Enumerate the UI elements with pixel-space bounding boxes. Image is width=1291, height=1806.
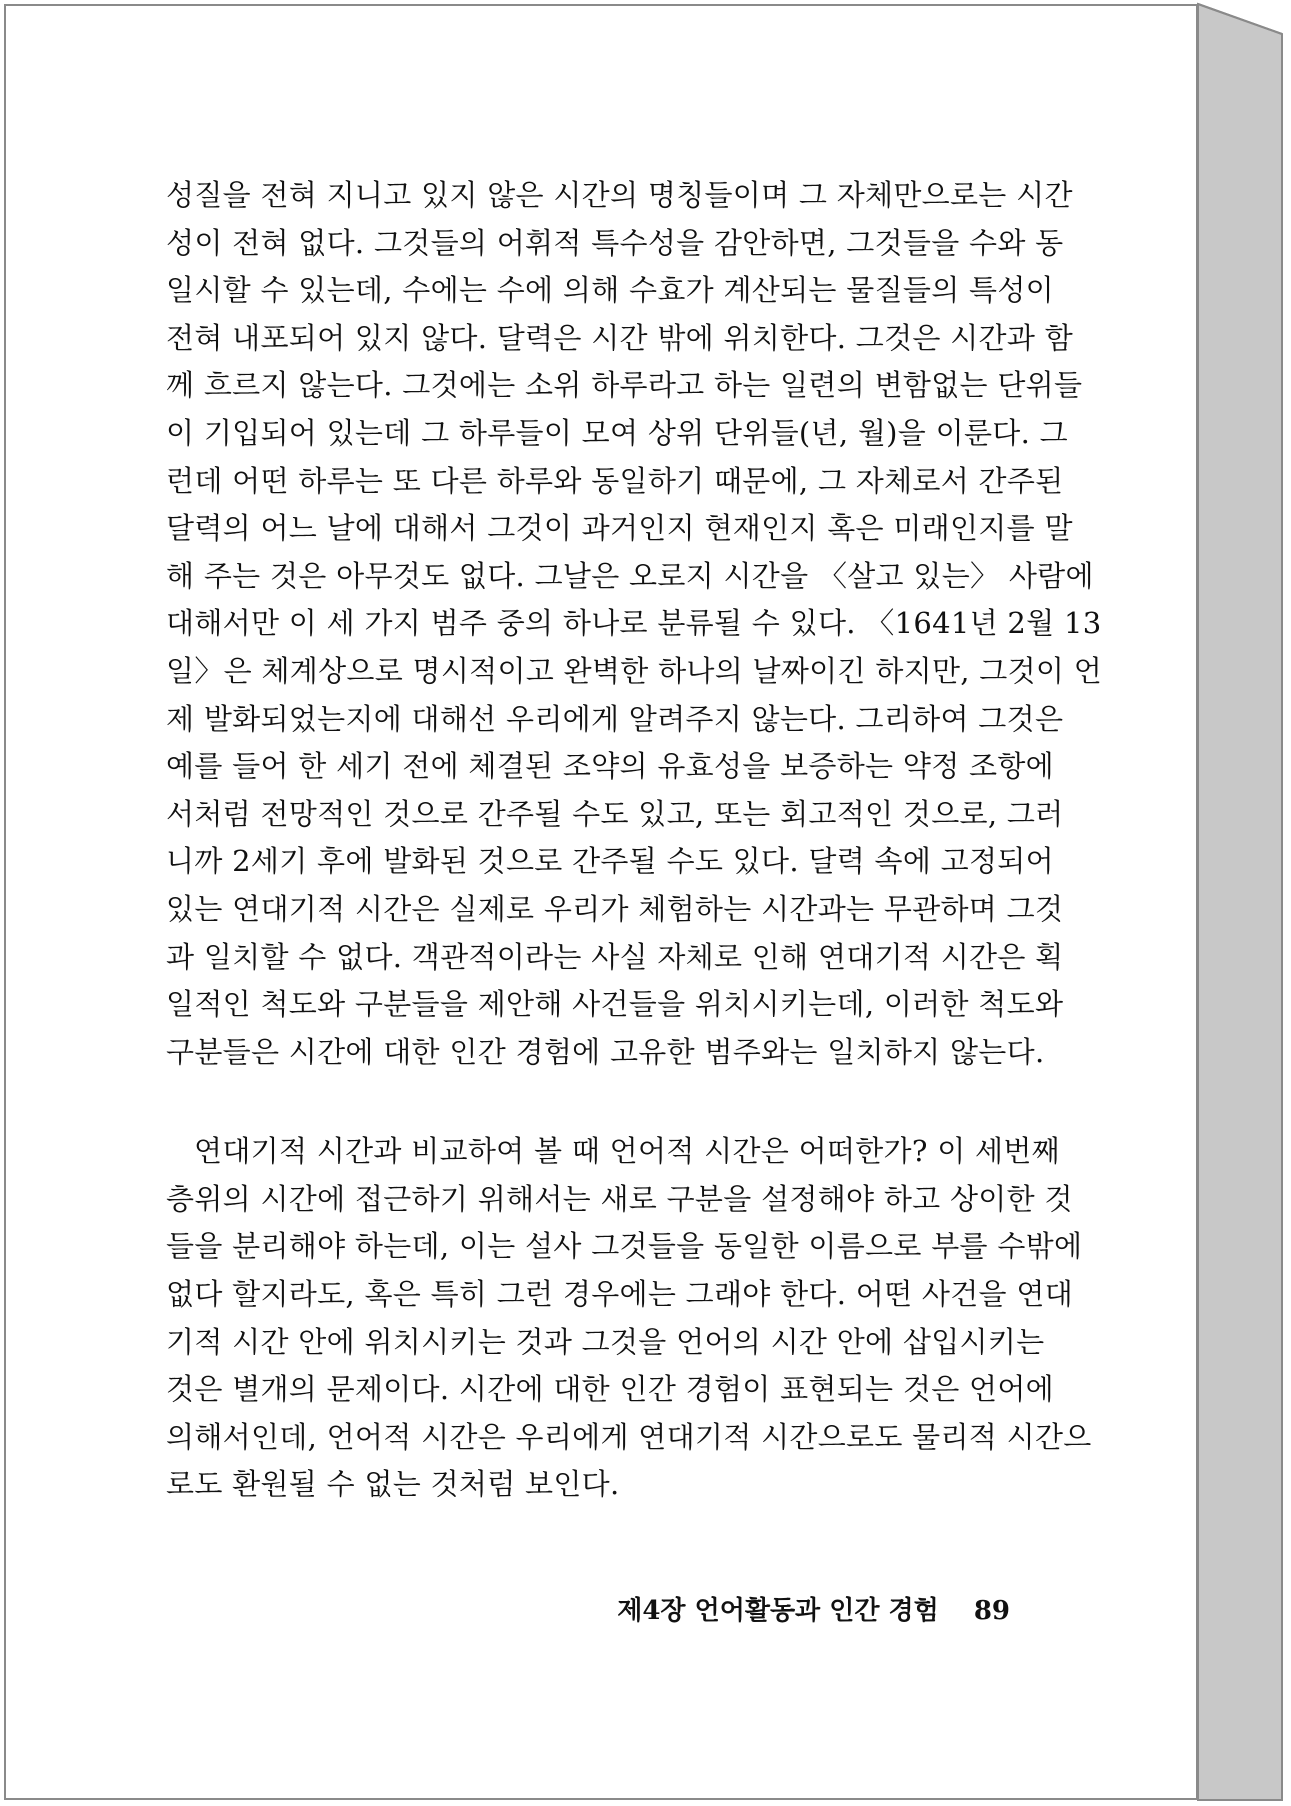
text-line: 연대기적 시간과 비교하여 볼 때 언어적 시간은 어떠한가? 이 세번째 [194,1134,1060,1169]
page-number: 89 [973,1596,1010,1626]
text-line: 제 발화되었는지에 대해선 우리에게 알려주지 않는다. 그리하여 그것은 [166,701,1064,736]
text-line: 전혀 내포되어 있지 않다. 달력은 시간 밖에 위치한다. 그것은 시간과 함 [166,320,1074,355]
text-line: 있는 연대기적 시간은 실제로 우리가 체험하는 시간과는 무관하며 그것 [166,891,1064,926]
text-line: 의해서인데, 언어적 시간은 우리에게 연대기적 시간으로도 물리적 시간으 [166,1419,1092,1454]
page-body [166,172,1103,1509]
text-line: 이 기입되어 있는데 그 하루들이 모여 상위 단위들(년, 월)을 이룬다. 그 [166,415,1068,450]
text-line: 일적인 척도와 구분들을 제안해 사건들을 위치시키는데, 이러한 척도와 [166,987,1064,1022]
text-line: 서처럼 전망적인 것으로 간주될 수도 있고, 또는 회고적인 것으로, 그러 [166,796,1064,831]
text-line: 일〉은 체계상으로 명시적이고 완벽한 하나의 날짜이긴 하지만, 그것이 언 [166,653,1103,688]
text-line: 것은 별개의 문제이다. 시간에 대한 인간 경험이 표현되는 것은 언어에 [166,1372,1054,1407]
text-line: 니까 2세기 후에 발화된 것으로 간주될 수도 있다. 달력 속에 고정되어 [166,844,1054,879]
text-line: 과 일치할 수 없다. 객관적이라는 사실 자체로 인해 연대기적 시간은 획 [166,939,1064,974]
text-line: 층위의 시간에 접근하기 위해서는 새로 구분을 설정해야 하고 상이한 것 [166,1181,1073,1216]
text-line: 구분들은 시간에 대한 인간 경험에 고유한 범주와는 일치하지 않는다. [166,1034,1045,1069]
text-line: 런데 어떤 하루는 또 다른 하루와 동일하기 때문에, 그 자체로서 간주된 [166,463,1064,498]
text-line: 대해서만 이 세 가지 범주 중의 하나로 분류될 수 있다. 〈1641년 2월 13 [166,606,1102,641]
text-line: 로도 환원될 수 없는 것처럼 보인다. [166,1467,620,1502]
paragraph-2 [166,1128,1092,1509]
text-line: 들을 분리해야 하는데, 이는 설사 그것들을 동일한 이름으로 부를 수밖에 [166,1229,1083,1264]
paragraph-gap [166,1076,1010,1128]
text-line: 예를 들어 한 세기 전에 체결된 조약의 유효성을 보증하는 약정 조항에 [166,749,1054,784]
chapter-title: 제4장 언어활동과 인간 경험 [617,1596,939,1626]
text-line: 달력의 어느 날에 대해서 그것이 과거인지 현재인지 혹은 미래인지를 말 [166,511,1073,546]
text-line: 성이 전혀 없다. 그것들의 어휘적 특수성을 감안하면, 그것들을 수와 동 [166,225,1064,260]
book-top-edge [1198,4,1282,34]
text-line: 해 주는 것은 아무것도 없다. 그날은 오로지 시간을 〈살고 있는〉 사람에 [166,558,1094,593]
text-line: 없다 할지라도, 혹은 특히 그런 경우에는 그래야 한다. 어떤 사건을 연대 [166,1277,1074,1312]
text-line: 께 흐르지 않는다. 그것에는 소위 하루라고 하는 일련의 변함없는 단위들 [166,368,1083,403]
text-line: 기적 시간 안에 위치시키는 것과 그것을 언어의 시간 안에 삽입시키는 [166,1324,1045,1359]
text-line: 성질을 전혀 지니고 있지 않은 시간의 명칭들이며 그 자체만으로는 시간 [166,178,1073,212]
book-side-face [1198,4,1282,1800]
text-line: 일시할 수 있는데, 수에는 수에 의해 수효가 계산되는 물질들의 특성이 [166,273,1054,308]
paragraph-1 [166,172,1103,1076]
running-footer [610,1590,1010,1627]
